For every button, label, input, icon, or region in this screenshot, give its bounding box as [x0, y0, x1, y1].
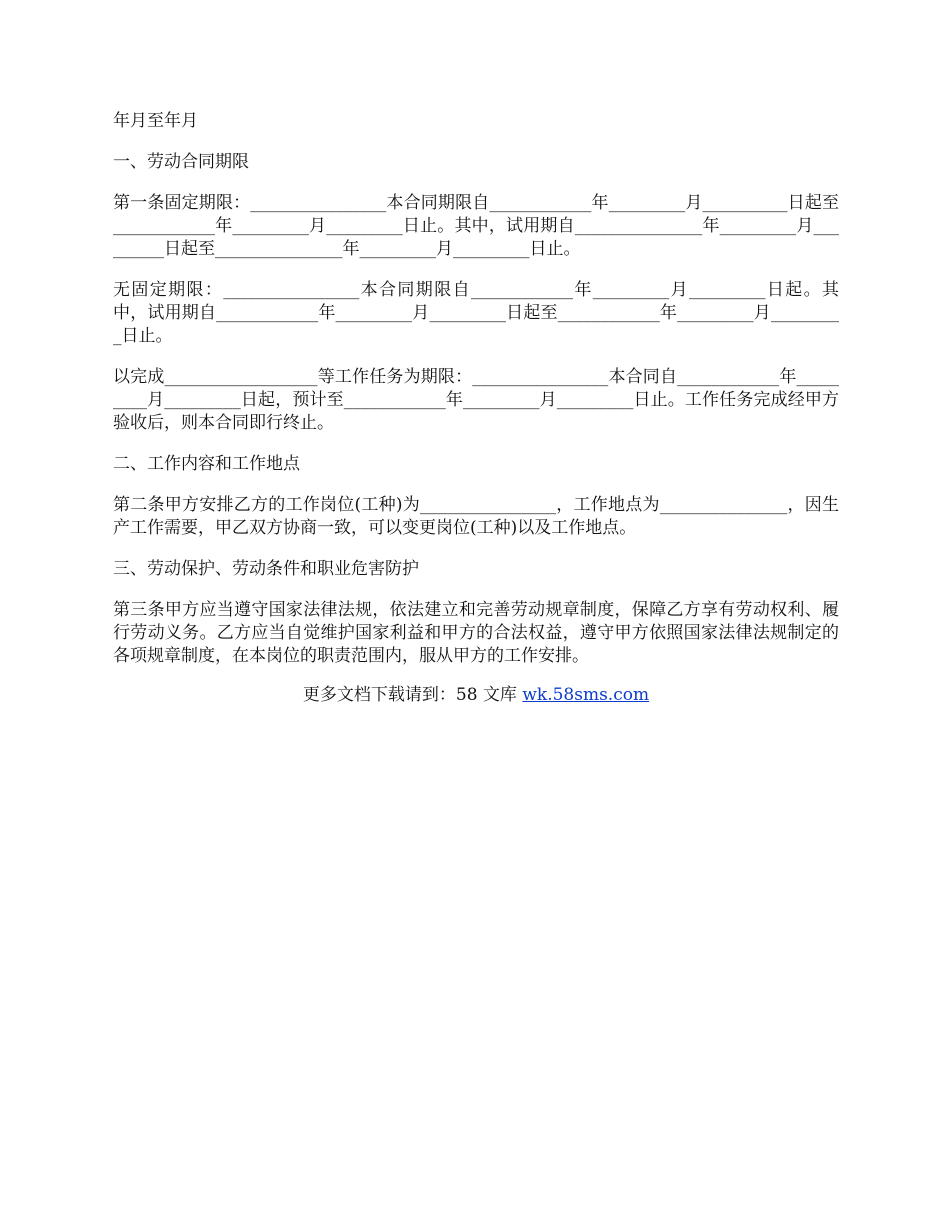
article-open-ended-term: 无固定期限：________________本合同期限自____________年_________月_________日起。其中，试用期自____________年_________月_________日起至____________年_________月_________日止。: [113, 280, 839, 346]
footer-prefix-text: 更多文档下载请到：58 文库: [302, 685, 523, 705]
section-heading-contract-term: 一、劳动合同期限: [113, 152, 249, 172]
document-page: [113, 110, 839, 707]
footer-download-note: [113, 684, 839, 707]
article-task-based-term: 以完成__________________等工作任务为期限：________________本合同自____________年_________月_________日起，预计至____________年_________月_________日止。工作任务完成经甲方验收后，则本合同即行终止。: [113, 367, 839, 433]
article-3-labor-protection: 第三条甲方应当遵守国家法律法规，依法建立和完善劳动规章制度，保障乙方享有劳动权利、履行劳动义务。乙方应当自觉维护国家利益和甲方的合法权益，遵守甲方依照国家法律法规制定的各项规章制度，在本岗位的职责范围内，服从甲方的工作安排。: [113, 600, 839, 666]
article-2-work-position: 第二条甲方安排乙方的工作岗位(工种)为________________，工作地点为_______________，因生产工作需要，甲乙双方协商一致，可以变更岗位(工种)以及工作地点。: [113, 495, 839, 538]
date-range-line: 年月至年月: [113, 111, 198, 131]
footer-site-link[interactable]: wk.58sms.com: [522, 685, 650, 705]
section-heading-labor-protection: 三、劳动保护、劳动条件和职业危害防护: [113, 559, 419, 579]
section-heading-work-content: 二、工作内容和工作地点: [113, 454, 300, 474]
article-1-fixed-term: 第一条固定期限：________________本合同期限自____________年_________月__________日起至____________年_________月_________日止。其中，试用期自_______________年_________月_________日起至_______________年_________月_________日止。: [113, 193, 839, 259]
